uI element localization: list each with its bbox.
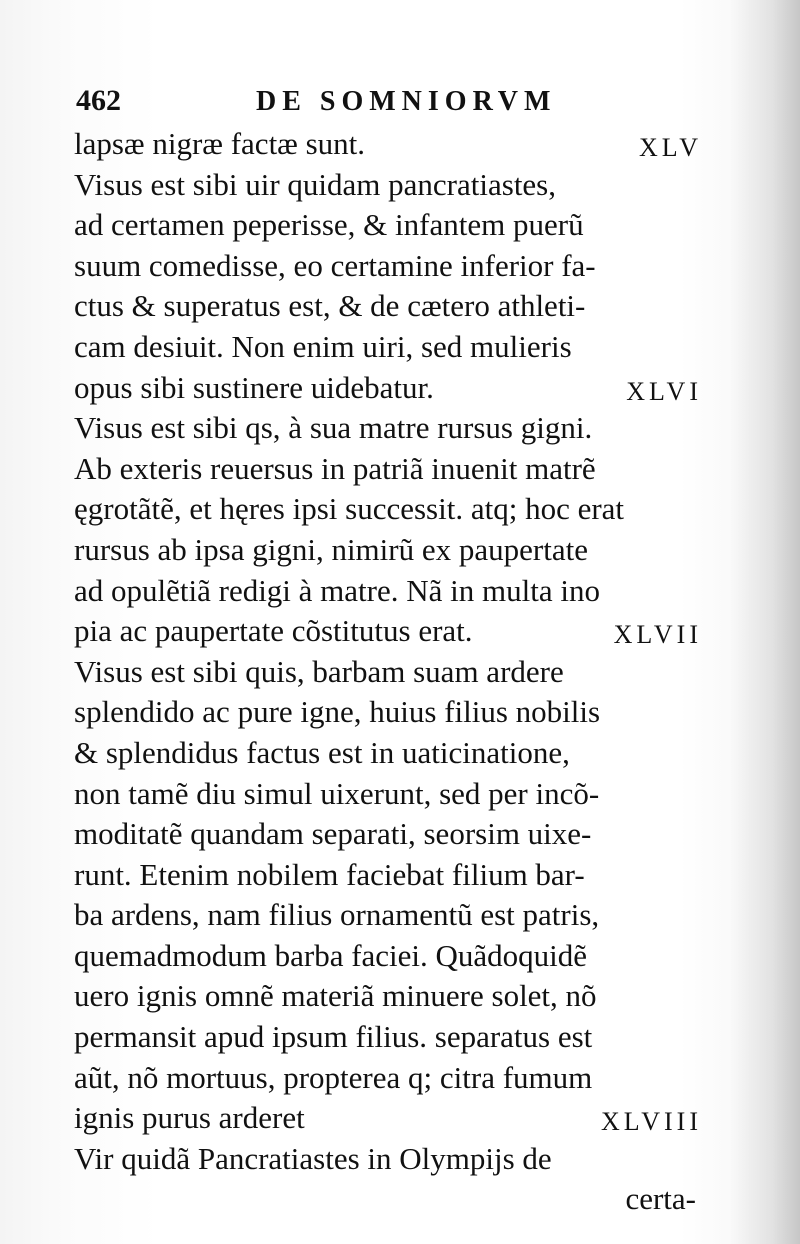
line-text: Visus est sibi qs, à sua matre rursus gigni. <box>74 410 593 446</box>
text-line <box>74 408 706 449</box>
text-line <box>74 936 706 977</box>
text-line <box>74 449 706 490</box>
text-line <box>74 124 706 165</box>
line-text: Vir quidã Pancratiastes in Olympijs de <box>74 1140 552 1176</box>
text-line <box>74 205 706 246</box>
line-text: quemadmodum barba faciei. Quãdoquidẽ <box>74 937 588 973</box>
text-line <box>74 246 706 287</box>
line-text: uero ignis omnẽ materiã minuere solet, nõ <box>74 978 597 1014</box>
text-line <box>74 571 706 612</box>
body-text <box>74 124 706 1220</box>
text-line <box>74 1139 706 1180</box>
page-header <box>76 84 716 124</box>
text-line <box>74 1058 706 1099</box>
line-text: certa- <box>625 1181 696 1217</box>
text-line <box>74 611 706 652</box>
section-number: XLV <box>638 133 702 162</box>
page-gutter-shadow <box>730 0 800 1244</box>
line-text: lapsæ nigræ factæ sunt. <box>74 126 366 161</box>
text-line <box>74 1017 706 1058</box>
line-text: ęgrotãtẽ, et hęres ipsi successit. atq; hoc erat <box>74 491 625 527</box>
page-number: 462 <box>76 84 121 117</box>
line-text: opus sibi sustinere uidebatur. <box>74 369 434 405</box>
line-text: ignis purus arderet <box>74 1100 305 1136</box>
text-line <box>74 895 706 936</box>
line-text: moditatẽ quandam separati, seorsim uixe- <box>74 816 592 852</box>
text-line <box>74 327 706 368</box>
text-line <box>74 692 706 733</box>
section-number: XLVII <box>613 620 702 650</box>
running-head: DE SOMNIORVM <box>256 86 557 117</box>
text-line <box>74 286 706 327</box>
line-text: pia ac paupertate cõstitutus erat. <box>74 613 473 649</box>
text-line <box>74 976 706 1017</box>
section-number: XLVI <box>626 376 702 406</box>
line-text: cam desiuit. Non enim uiri, sed mulieris <box>74 328 572 364</box>
text-line <box>74 814 706 855</box>
text-line <box>74 855 706 896</box>
text-line <box>74 368 706 409</box>
line-text: Visus est sibi quis, barbam suam ardere <box>74 653 564 689</box>
line-text: suum comedisse, eo certamine inferior fa- <box>74 247 596 283</box>
line-text: ba ardens, nam filius ornamentũ est patris, <box>74 897 600 933</box>
line-text: splendido ac pure igne, huius filius nobilis <box>74 694 601 730</box>
line-text: runt. Etenim nobilem faciebat filium bar- <box>74 856 585 892</box>
line-text: rursus ab ipsa gigni, nimirũ ex paupertate <box>74 531 588 567</box>
line-text: & splendidus factus est in uaticinatione, <box>74 734 570 770</box>
line-text: ad certamen peperisse, & infantem puerũ <box>74 207 584 243</box>
line-text: non tamẽ diu simul uixerunt, sed per incõ- <box>74 775 600 811</box>
text-line <box>74 774 706 815</box>
text-line <box>74 733 706 774</box>
text-line <box>74 165 706 206</box>
section-number: XLVIII <box>600 1107 702 1137</box>
line-text: Ab exteris reuersus in patriã inuenit matrẽ <box>74 450 596 486</box>
text-line <box>74 530 706 571</box>
text-line <box>74 1179 706 1220</box>
line-text: aũt, nõ mortuus, propterea q; citra fumum <box>74 1059 593 1095</box>
line-text: Visus est sibi uir quidam pancratiastes, <box>74 166 556 202</box>
line-text: ctus & superatus est, & de cætero athleti- <box>74 288 586 324</box>
text-line <box>74 1098 706 1139</box>
line-text: ad opulẽtiã redigi à matre. Nã in multa ino <box>74 572 600 608</box>
text-line <box>74 652 706 693</box>
line-text: permansit apud ipsum filius. separatus est <box>74 1019 593 1055</box>
text-line <box>74 489 706 530</box>
